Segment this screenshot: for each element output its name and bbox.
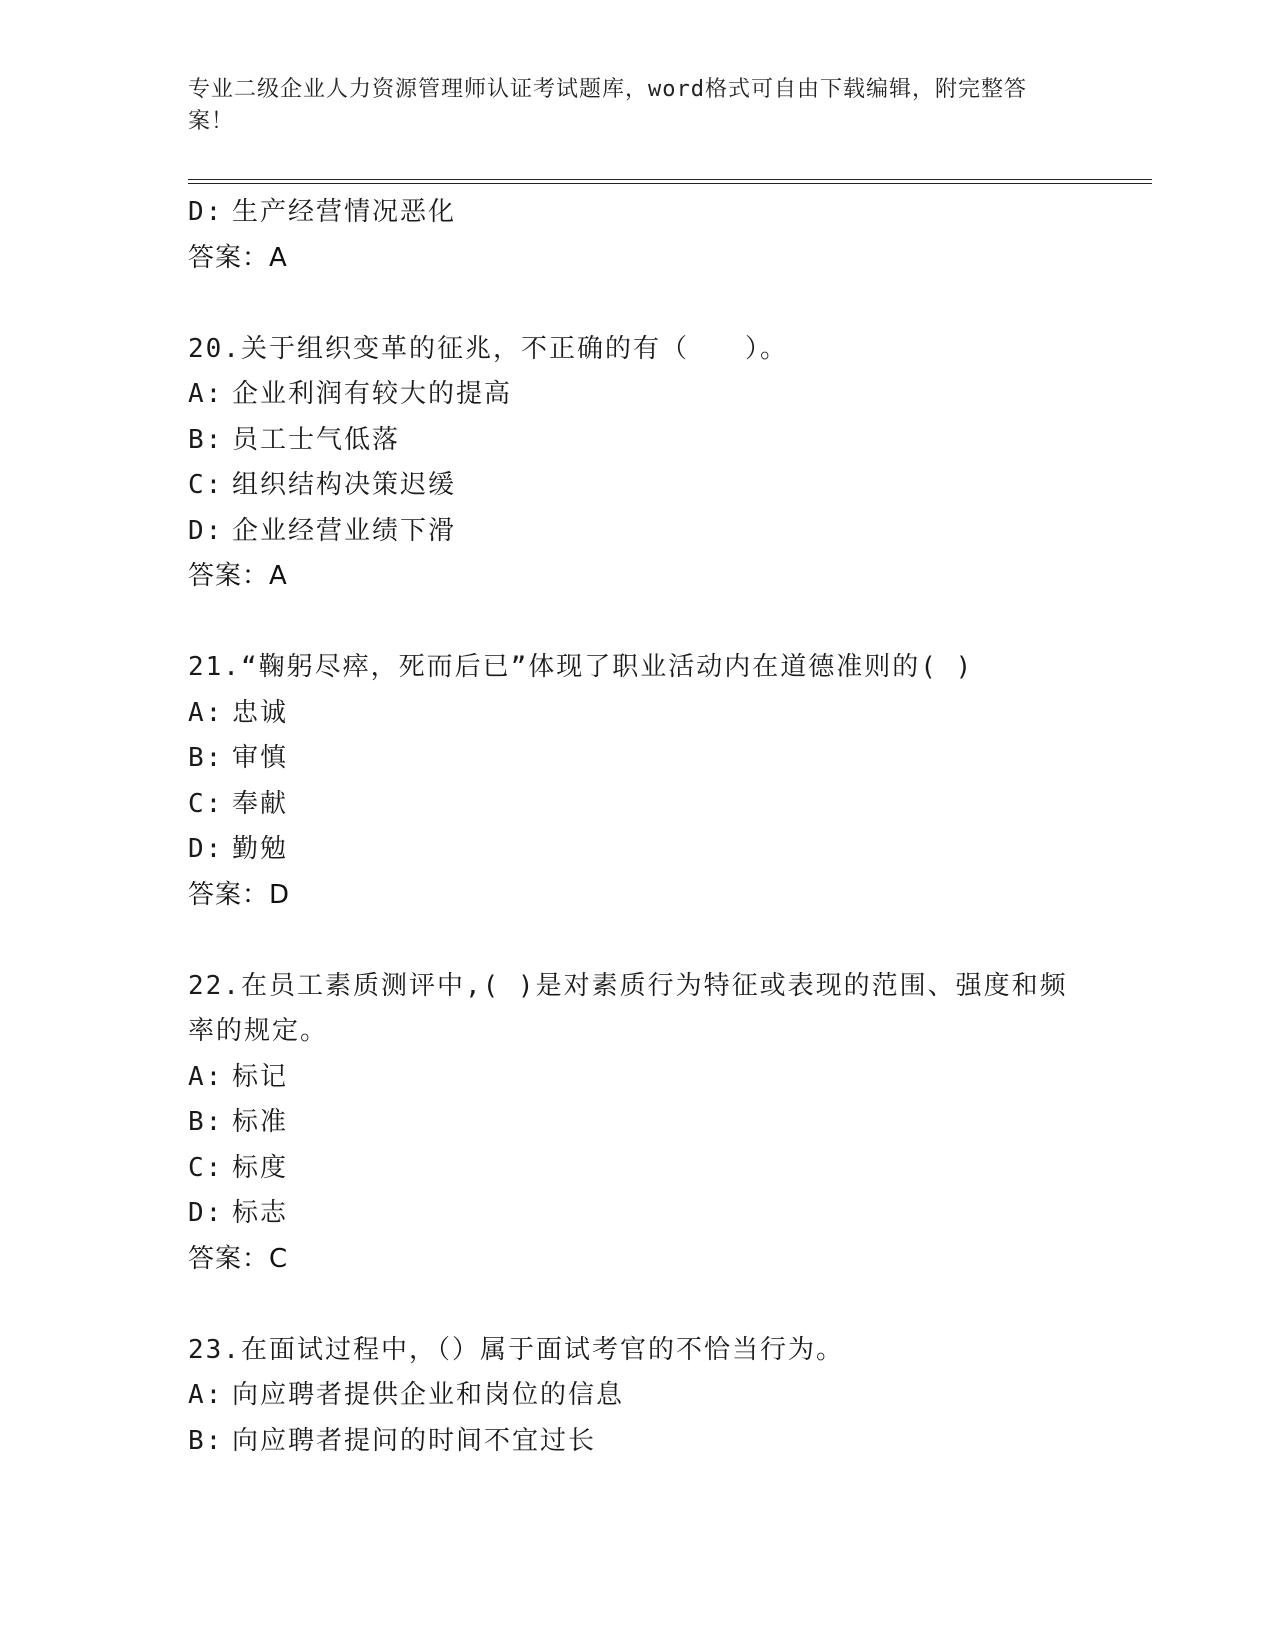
option-label: B: bbox=[188, 1425, 224, 1456]
answer-line: 答案：D bbox=[188, 879, 291, 910]
option-text: 审慎 bbox=[232, 743, 289, 773]
option-label: B: bbox=[188, 424, 224, 455]
answer-line: 答案：A bbox=[188, 242, 288, 273]
option-line bbox=[188, 691, 1088, 737]
option-line bbox=[188, 1100, 1088, 1146]
option-label: C: bbox=[188, 470, 224, 500]
option-line bbox=[188, 190, 1088, 236]
question-text: 23.在面试过程中，（）属于面试考官的不恰当行为。 bbox=[188, 1334, 844, 1365]
option-label: D: bbox=[188, 197, 224, 227]
option-label: A: bbox=[188, 1061, 224, 1092]
option-line bbox=[188, 1373, 1088, 1419]
spacer bbox=[188, 600, 1088, 646]
option-line bbox=[188, 1146, 1088, 1192]
option-line bbox=[188, 509, 1088, 555]
document-header: 专业二级企业人力资源管理师认证考试题库，word格式可自由下载编辑，附完整答案！ bbox=[188, 77, 1027, 134]
option-label: D: bbox=[188, 834, 224, 864]
option-text: 生产经营情况恶化 bbox=[232, 197, 457, 227]
answer-line: 答案：A bbox=[188, 561, 288, 591]
option-label: B: bbox=[188, 743, 224, 773]
option-line bbox=[188, 827, 1088, 873]
option-text: 勤勉 bbox=[232, 834, 289, 864]
option-label: B: bbox=[188, 1107, 224, 1137]
option-line bbox=[188, 782, 1088, 828]
option-text: 员工士气低落 bbox=[232, 424, 401, 455]
option-text: 企业利润有较大的提高 bbox=[232, 379, 513, 409]
option-text: 忠诚 bbox=[232, 697, 289, 728]
option-label: A: bbox=[188, 379, 224, 409]
header-double-rule bbox=[188, 179, 1152, 184]
option-text: 奉献 bbox=[232, 788, 289, 819]
option-line bbox=[188, 463, 1088, 509]
option-label: A: bbox=[188, 1380, 224, 1410]
option-line bbox=[188, 1055, 1088, 1101]
answer-line: 答案：C bbox=[188, 1243, 289, 1274]
spacer bbox=[188, 918, 1088, 964]
option-line bbox=[188, 372, 1088, 418]
option-label: C: bbox=[188, 788, 224, 819]
option-line bbox=[188, 736, 1088, 782]
option-line bbox=[188, 1419, 1088, 1465]
spacer bbox=[188, 281, 1088, 327]
option-text: 标记 bbox=[232, 1061, 289, 1092]
option-label: A: bbox=[188, 697, 224, 728]
option-label: D: bbox=[188, 515, 224, 546]
option-text: 标准 bbox=[232, 1107, 289, 1137]
option-text: 向应聘者提供企业和岗位的信息 bbox=[232, 1380, 625, 1410]
option-text: 组织结构决策迟缓 bbox=[232, 470, 457, 500]
question-text: 20.关于组织变革的征兆，不正确的有（ ）。 bbox=[188, 333, 788, 364]
option-label: D: bbox=[188, 1198, 224, 1228]
option-label: C: bbox=[188, 1152, 224, 1183]
option-line bbox=[188, 1191, 1088, 1237]
question-text: 22.在员工素质测评中,( )是对素质行为特征或表现的范围、强度和频率的规定。 bbox=[188, 970, 1068, 1046]
option-text: 标志 bbox=[232, 1198, 289, 1228]
document-body bbox=[188, 190, 1088, 1464]
option-text: 向应聘者提问的时间不宜过长 bbox=[232, 1425, 597, 1456]
question-text: 21.“鞠躬尽瘁，死而后已”体现了职业活动内在道德准则的( ) bbox=[188, 652, 974, 682]
option-line bbox=[188, 418, 1088, 464]
option-text: 标度 bbox=[232, 1152, 289, 1183]
spacer bbox=[188, 1282, 1088, 1328]
option-text: 企业经营业绩下滑 bbox=[232, 515, 457, 546]
